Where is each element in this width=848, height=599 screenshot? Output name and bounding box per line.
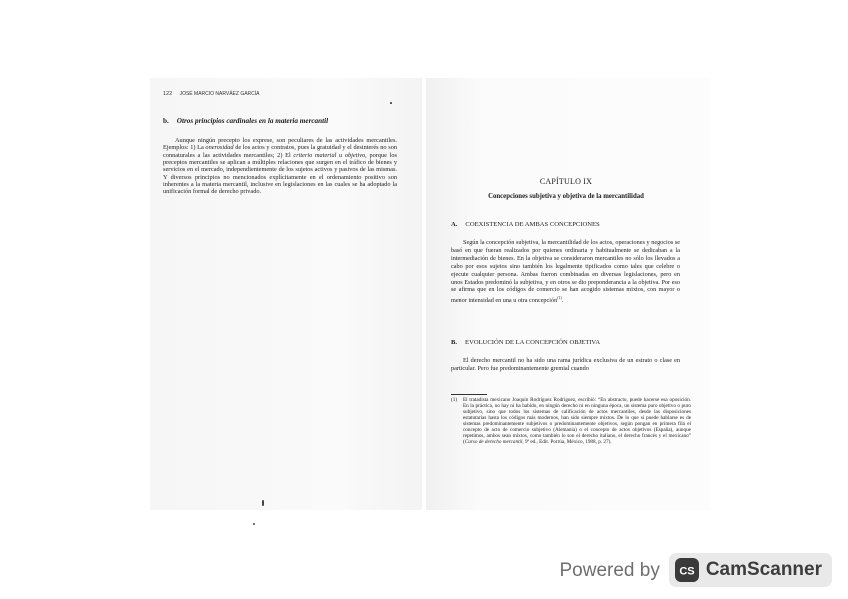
camscanner-brand-name: CamScanner	[705, 559, 822, 580]
section-b-paragraph	[451, 357, 680, 373]
footnote-text: El tratadista mexicano Joaquín Rodríguez Rodríguez, escribió: “En abstracto, puede hacerse esa oposición. En la práctica, no hay ni ha habido, en ningún derecho ni en ninguna época, un sistema puro objetivo o puro subjetivo, sino que todos los sistemas de calificación de actos mercantiles, desde las disposiciones estatutarias hasta los códigos más modernos, han sido siempre mixtos. De lo que sí puede hablarse es de sistemas predominantemente subjetivos o predominantemente objetivos, según pongan en primera fila el concepto de acto de comercio subjetivo (Alemania) o el concepto de actos objetivos (España), aunque repetimos, ambos sean mixtos, como también lo son el derecho italiano, el derecho francés y el mexicano” (	[463, 397, 691, 446]
footnote-text: , 9ª ed., Edit. Porrúa, México, 1988, p. 27).	[522, 439, 612, 446]
powered-by-label: Powered by	[559, 560, 660, 581]
paragraph-text: Aunque ningún precepto los exprese, son peculiares de las actividades mercantiles. Ejemplos: 1) La	[163, 137, 397, 152]
paragraph-text: Según la concepción subjetiva, la mercantilidad de los actos, operaciones y negocios se basó en que fueran realizados por quienes ordinaria y habitualmente se dedicaban a la intermediación de bienes. En la objetiva se consideraron mercantiles no sólo los llevados a cabo por esos sujetos sino también los legalmente tipificados como tales que celebre o ejecute cualquier persona. Ambas fueron combinadas en diversas legislaciones, pero en unos Estados predominó la subjetiva, y en otros se dio preponderancia a la objetiva. Por eso se afirma que en los códigos de comercio se han acogido sistemas mixtos, con mayor o menor intensidad en una u otra concepción	[451, 239, 680, 305]
scan-speck	[390, 102, 392, 104]
cs-glyph	[677, 560, 697, 580]
emphasized-term: onerosidad	[205, 144, 234, 152]
page-number: 122	[163, 91, 173, 97]
scan-speck	[253, 523, 255, 525]
footnote-divider	[451, 394, 487, 395]
svg-text:CS: CS	[679, 565, 695, 578]
cited-work: Curso de derecho mercantil	[464, 439, 523, 446]
camscanner-badge	[669, 553, 832, 587]
chapter-title: Concepciones subjetiva y objetiva de la mercantilidad	[488, 193, 644, 200]
section-a-paragraph	[451, 239, 680, 305]
camscanner-watermark	[559, 553, 832, 587]
footnote-mark: (1)	[451, 397, 458, 403]
running-head	[163, 91, 260, 97]
camscanner-logo-icon	[675, 558, 699, 582]
section-letter: A.	[451, 221, 458, 228]
paragraph-text: El derecho mercantil no ha sido una rama jurídica exclusiva de un estrato o clase en particular. Pero fue predominantemente gremial cuando	[451, 357, 680, 372]
section-title: Otros principios cardinales en la materia mercantil	[176, 117, 329, 125]
left-body-paragraph	[163, 137, 397, 196]
section-heading-a	[451, 221, 683, 228]
scan-speck	[262, 500, 264, 506]
section-title: EVOLUCIÓN DE LA CONCEPCIÓN OBJETIVA	[465, 339, 601, 346]
paragraph-end: .	[561, 297, 564, 305]
section-heading-b	[451, 339, 683, 346]
footnote	[451, 397, 691, 445]
section-letter: B.	[451, 339, 458, 346]
paragraph-text: de los actos y contratos, pues la gratuidad y el desinterés no son connaturales a las actividades mercantiles; 2) El	[163, 144, 397, 159]
chapter-number: CAPÍTULO IX	[539, 177, 593, 186]
paragraph-text: , porque los preceptos mercantiles se aplican a múltiples relaciones que surgen en el tráfico de bienes y servicios en el mercado, independientemente de los sujetos activos y pasivos de las mismas. Y diversos principios no mencionados explícitamente en el ordenamiento positivo son inherentes a la materia mercantil, inclusive en legislaciones en las cuales se ha adoptado la unificación formal de derecho privado.	[163, 151, 397, 196]
emphasized-term: criterio material u objetivo	[293, 151, 366, 159]
section-letter: b.	[163, 117, 169, 125]
section-heading-b-lower	[163, 117, 398, 125]
running-head-author: JOSÉ MARCIO NARVÁEZ GARCÍA	[179, 91, 260, 97]
footnote-reference: (1)	[557, 295, 562, 301]
section-title: COEXISTENCIA DE AMBAS CONCEPCIONES	[465, 221, 600, 228]
